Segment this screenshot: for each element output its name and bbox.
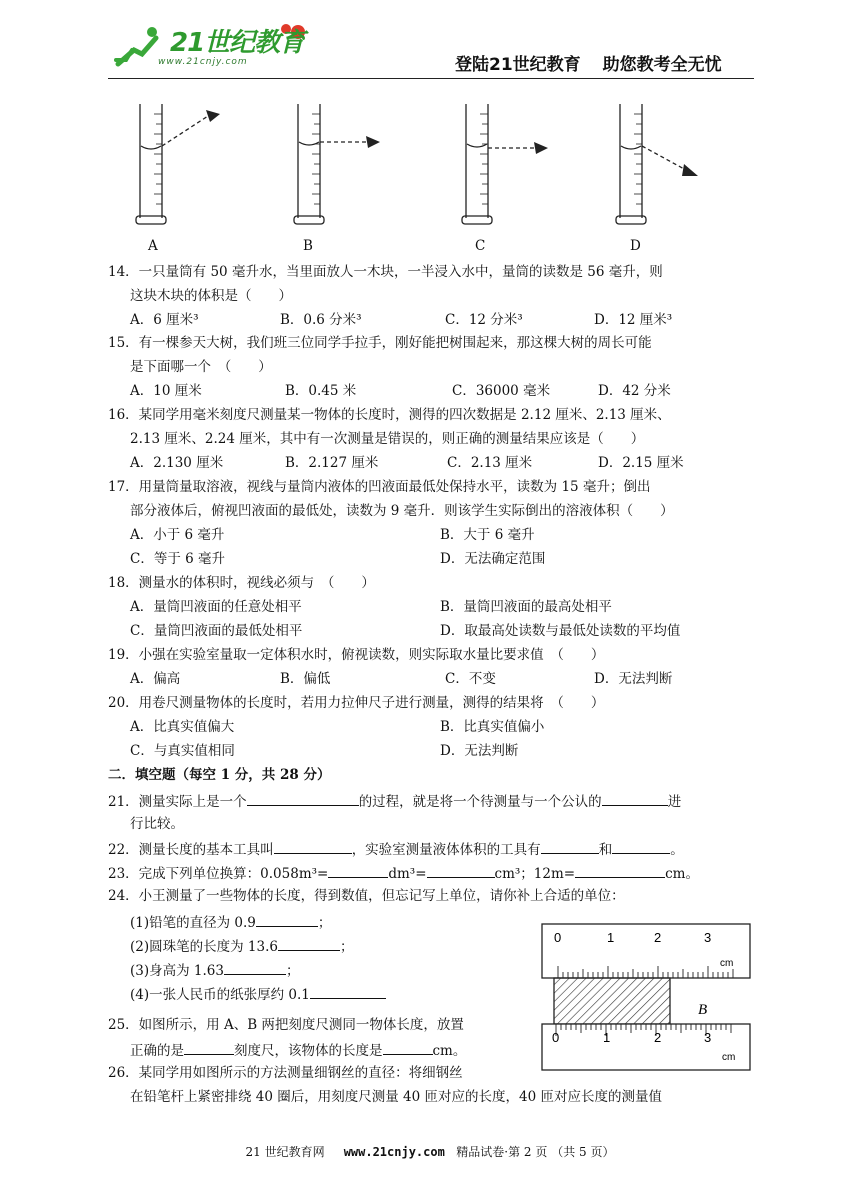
q16-option-c: C．2.13 厘米 — [447, 455, 533, 471]
q24-item-2: (2)圆珠笔的长度为 13.6 ； — [130, 936, 353, 956]
q15-option-b: B．0.45 米 — [285, 383, 357, 399]
cylinder-b — [294, 104, 366, 224]
q26-line1: 26．某同学用如图所示的方法测量细钢丝的直径：将细钢丝 — [108, 1065, 463, 1081]
eye-icon-d — [682, 164, 698, 176]
ruler-figure — [540, 922, 754, 1074]
q21-blank-2[interactable] — [602, 791, 668, 806]
header-slogan — [455, 50, 722, 75]
q22-blank-2[interactable] — [541, 839, 599, 854]
q15-line2: 是下面哪一个 （ ） — [130, 359, 272, 375]
q15-option-a: A．10 厘米 — [130, 383, 202, 399]
ruler-a — [542, 924, 750, 978]
q17-line2: 部分液体后，俯视凹液面的最低处，读数为 9 毫升．则该学生实际倒出的溶液体积（ ） — [130, 503, 674, 519]
ruler-b-number-2: 2 — [654, 1030, 662, 1045]
q24-line1: 24．小王测量了一些物体的长度，得到数值，但忘记写上单位，请你补上合适的单位： — [108, 888, 625, 904]
q16-line2: 2.13 厘米、2.24 厘米，其中有一次测量是错误的，则正确的测量结果应该是（ ） — [130, 431, 645, 447]
ruler-b-number-3: 3 — [704, 1030, 712, 1045]
slogan-left: 登陆21世纪教育 — [455, 55, 581, 75]
slogan-right: 助您教考全无忧 — [602, 55, 722, 75]
q23-blank-2[interactable] — [427, 863, 495, 878]
q18-option-a: A．量筒凹液面的任意处相平 — [130, 599, 302, 615]
eye-icon-a — [206, 110, 220, 122]
page-footer — [0, 1143, 860, 1160]
graduated-cylinders-figure — [120, 100, 720, 230]
footer-page-info: 精品试卷·第 2 页 （共 5 页） — [456, 1145, 615, 1159]
q19-option-a: A．偏高 — [130, 671, 181, 687]
q19-option-c: C．不变 — [445, 671, 496, 687]
q24-blank-4[interactable] — [310, 984, 386, 999]
q20-option-b: B．比真实值偏小 — [440, 719, 545, 735]
q21-line2: 行比较。 — [130, 816, 184, 832]
q17-line1: 17．用量筒量取溶液，视线与量筒内液体的凹液面最低处保持水平，读数为 15 毫升；倒出 — [108, 479, 651, 495]
ruler-b-number-0: 0 — [552, 1030, 560, 1045]
q24-item-1: (1)铅笔的直径为 0.9 ； — [130, 912, 331, 932]
q19-option-d: D．无法判断 — [594, 671, 673, 687]
q25-blank-1[interactable] — [184, 1040, 234, 1055]
q17-option-d: D．无法确定范围 — [440, 551, 546, 567]
section-title-fill-in: 二．填空题（每空 1 分，共 28 分） — [108, 767, 331, 783]
q20-option-a: A．比真实值偏大 — [130, 719, 235, 735]
q24-blank-1[interactable] — [256, 912, 318, 927]
q16-option-d: D．2.15 厘米 — [598, 455, 684, 471]
q26-line2: 在铅笔杆上紧密排绕 40 圈后，用刻度尺测量 40 匝对应的长度，40 匝对应长度的测量值 — [130, 1089, 662, 1105]
logo-text: 21世纪教育 — [170, 28, 305, 58]
q15-line1: 15．有一棵参天大树，我们班三位同学手拉手，刚好能把树围起来，那这棵大树的周长可能 — [108, 335, 652, 351]
q14-line1: 14．一只量筒有 50 毫升水，当里面放人一木块，一半浸入水中，量筒的读数是 56 毫升，则 — [108, 264, 663, 280]
q24-item-3: (3)身高为 1.63 ； — [130, 960, 299, 980]
q14-option-c: C．12 分米³ — [445, 312, 523, 328]
cylinder-c — [462, 104, 534, 224]
q17-option-a: A．小于 6 毫升 — [130, 527, 225, 543]
ruler-b-number-1: 1 — [603, 1030, 611, 1045]
header-divider — [108, 78, 754, 79]
figure-label-a: A — [148, 238, 158, 254]
ruler-b-label: B — [698, 1002, 708, 1018]
ruler-b-unit: cm — [722, 1052, 736, 1063]
q19-line1: 19．小强在实验室量取一定体积水时，俯视读数，则实际取水量比要求值 （ ） — [108, 647, 605, 663]
q24-blank-3[interactable] — [224, 960, 286, 975]
q15-option-c: C．36000 毫米 — [452, 383, 551, 399]
q18-option-d: D．取最高处读数与最低处读数的平均值 — [440, 623, 681, 639]
q16-option-a: A．2.130 厘米 — [130, 455, 224, 471]
q14-option-a: A．6 厘米³ — [130, 312, 199, 328]
eye-icon-b — [366, 136, 380, 148]
ruler-a-number-3: 3 — [704, 930, 712, 945]
q16-option-b: B．2.127 厘米 — [285, 455, 379, 471]
q25-blank-2[interactable] — [383, 1040, 433, 1055]
q17-option-c: C．等于 6 毫升 — [130, 551, 226, 567]
q22-line: 22．测量长度的基本工具叫 ，实验室测量液体体积的工具有 和 。 — [108, 839, 684, 859]
q16-line1: 16．某同学用毫米刻度尺测量某一物体的长度时，测得的四次数据是 2.12 厘米、2.13 厘米、 — [108, 407, 671, 423]
q25-line1: 25．如图所示，用 A、B 两把刻度尺测同一物体长度，放置 — [108, 1017, 464, 1033]
q20-line1: 20．用卷尺测量物体的长度时，若用力拉伸尺子进行测量，测得的结果将 （ ） — [108, 695, 605, 711]
q20-option-c: C．与真实值相同 — [130, 743, 235, 759]
q22-blank-1[interactable] — [274, 839, 352, 854]
ruler-a-unit: cm — [720, 958, 734, 969]
q24-item-4: (4)一张人民币的纸张厚约 0.1 — [130, 984, 386, 1004]
q14-line2: 这块木块的体积是（ ） — [130, 288, 292, 304]
q18-option-b: B．量筒凹液面的最高处相平 — [440, 599, 612, 615]
figure-label-c: C — [475, 238, 486, 254]
q19-option-b: B．偏低 — [280, 671, 331, 687]
q22-blank-3[interactable] — [612, 839, 670, 854]
cylinder-d — [616, 104, 686, 224]
q18-option-c: C．量筒凹液面的最低处相平 — [130, 623, 303, 639]
figure-label-b: B — [303, 238, 313, 254]
q23-line: 23．完成下列单位换算：0.058m³= dm³= cm³；12m= cm。 — [108, 863, 699, 883]
q23-blank-1[interactable] — [328, 863, 388, 878]
q15-option-d: D．42 分米 — [598, 383, 671, 399]
q20-option-d: D．无法判断 — [440, 743, 519, 759]
q14-option-d: D．12 厘米³ — [594, 312, 673, 328]
logo-url: www.21cnjy.com — [158, 57, 248, 67]
figure-label-d: D — [630, 238, 641, 254]
q21-line1: 21．测量实际上是一个 的过程，就是将一个待测量与一个公认的 进 — [108, 791, 681, 811]
q17-option-b: B．大于 6 毫升 — [440, 527, 535, 543]
footer-url: www.21cnjy.com — [343, 1145, 445, 1159]
footer-site: 21 世纪教育网 — [245, 1145, 325, 1159]
q14-option-b: B．0.6 分米³ — [280, 312, 362, 328]
cylinder-a — [136, 104, 208, 224]
eye-icon-c — [534, 142, 548, 154]
q23-blank-3[interactable] — [575, 863, 665, 878]
ruler-a-number-2: 2 — [654, 930, 662, 945]
ruler-a-number-0: 0 — [554, 930, 562, 945]
measured-object — [554, 978, 670, 1024]
ruler-a-number-1: 1 — [607, 930, 615, 945]
q21-blank-1[interactable] — [247, 791, 359, 806]
q24-blank-2[interactable] — [278, 936, 340, 951]
q18-line1: 18．测量水的体积时，视线必须与 （ ） — [108, 575, 375, 591]
ruler-b — [542, 1024, 750, 1070]
q25-line2: 正确的是 刻度尺，该物体的长度是 cm。 — [130, 1040, 466, 1060]
